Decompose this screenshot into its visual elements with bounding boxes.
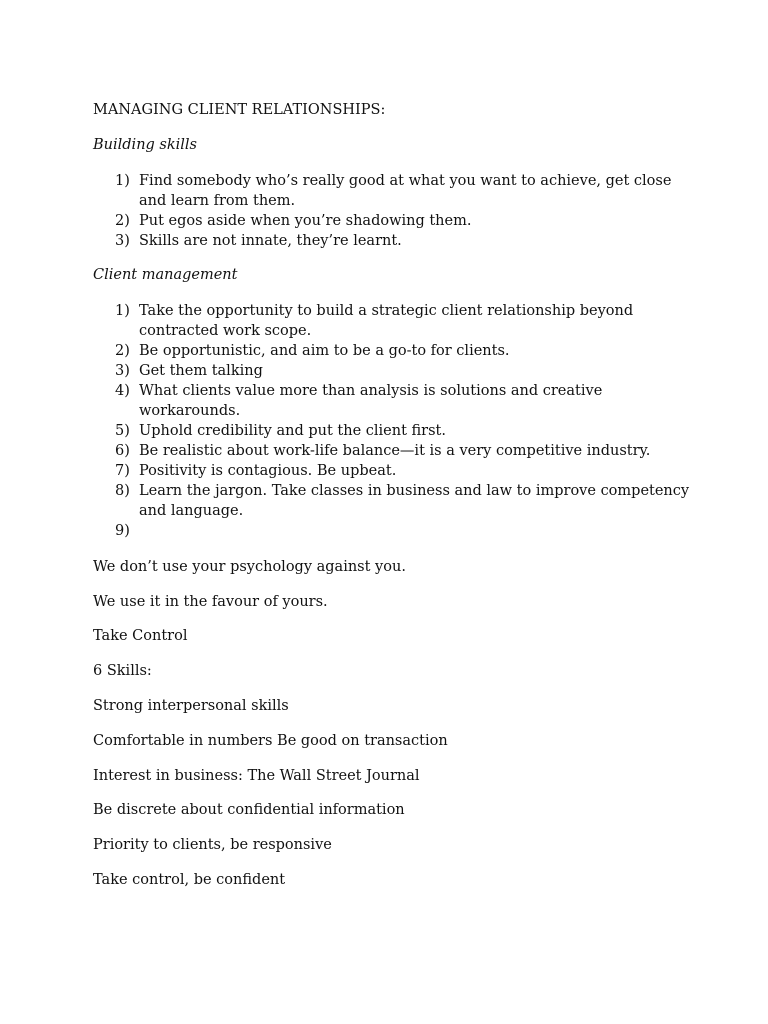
list-item-text: Learn the jargon. Take classes in business and law to improve competency and language. — [139, 483, 690, 519]
paragraph: Priority to clients, be responsive — [93, 837, 332, 853]
list-item — [93, 231, 693, 251]
list-item-text: Take the opportunity to build a strategic client relationship beyond contracted work scope. — [139, 303, 634, 339]
list-number: 2) — [115, 213, 130, 229]
list-item — [93, 171, 693, 211]
list-item — [93, 521, 693, 541]
page-title: MANAGING CLIENT RELATIONSHIPS: — [93, 102, 386, 118]
paragraph: Take Control — [93, 628, 188, 644]
list-item-text: Skills are not innate, they’re learnt. — [139, 233, 402, 249]
list-item — [93, 361, 693, 381]
list-number: 7) — [115, 463, 130, 479]
list-number: 1) — [115, 303, 130, 319]
list-item — [93, 301, 693, 341]
list-item — [93, 461, 693, 481]
client-management-list — [93, 301, 693, 541]
list-number: 6) — [115, 443, 130, 459]
list-item-text: Get them talking — [139, 363, 263, 379]
list-number: 5) — [115, 423, 130, 439]
list-number: 8) — [115, 483, 130, 499]
section-heading-client-management: Client management — [93, 267, 238, 283]
list-item-text: Uphold credibility and put the client first. — [139, 423, 446, 439]
list-number: 3) — [115, 233, 130, 249]
list-item-text: Put egos aside when you’re shadowing them. — [139, 213, 472, 229]
paragraph: We don’t use your psychology against you. — [93, 559, 406, 575]
list-item-text: Be opportunistic, and aim to be a go-to for clients. — [139, 343, 510, 359]
section-heading-building-skills: Building skills — [93, 137, 197, 153]
building-skills-list — [93, 171, 693, 251]
list-item — [93, 421, 693, 441]
paragraph: We use it in the favour of yours. — [93, 594, 328, 610]
list-number: 9) — [115, 523, 130, 539]
list-item-text: Be realistic about work-life balance—it is a very competitive industry. — [139, 443, 651, 459]
paragraph: Interest in business: The Wall Street Journal — [93, 768, 420, 784]
list-item — [93, 211, 693, 231]
list-item — [93, 481, 693, 521]
list-number: 1) — [115, 173, 130, 189]
list-number: 4) — [115, 383, 130, 399]
list-item-text: Positivity is contagious. Be upbeat. — [139, 463, 397, 479]
list-item-text — [139, 523, 144, 539]
list-item — [93, 341, 693, 361]
list-item-text: Find somebody who’s really good at what you want to achieve, get close and learn from them. — [139, 173, 672, 209]
list-number: 2) — [115, 343, 130, 359]
list-item — [93, 441, 693, 461]
paragraph: Comfortable in numbers Be good on transaction — [93, 733, 448, 749]
paragraph: Take control, be confident — [93, 872, 286, 888]
paragraph: Strong interpersonal skills — [93, 698, 289, 714]
list-number: 3) — [115, 363, 130, 379]
list-item-text: What clients value more than analysis is solutions and creative workarounds. — [139, 383, 603, 419]
paragraph: Be discrete about confidential information — [93, 802, 405, 818]
list-item — [93, 381, 693, 421]
paragraph: 6 Skills: — [93, 663, 152, 679]
